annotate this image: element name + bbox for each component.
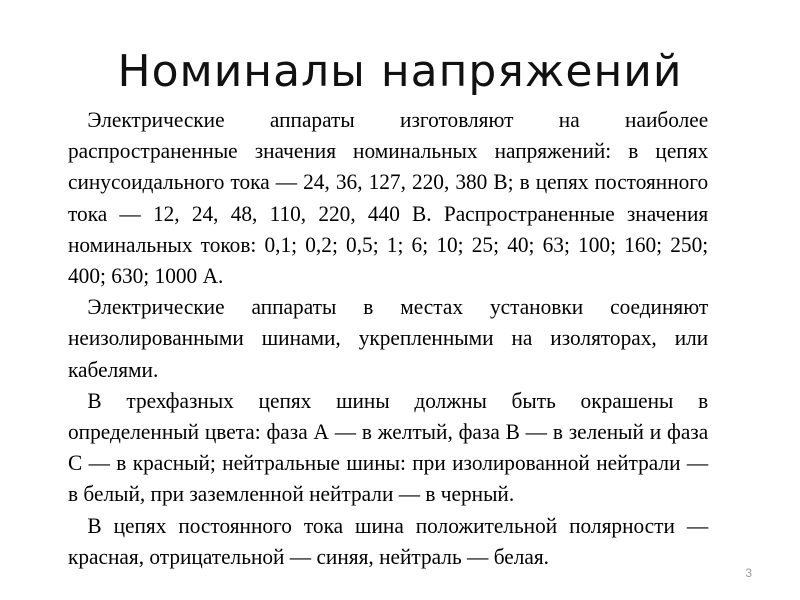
paragraph-dc-colors: В цепях постоянного тока шина положительной полярности — красная, отрицательной — синяя, нейтраль — белая. <box>68 512 709 569</box>
paragraph-busbars: Электрические аппараты в местах установки соединяют неизолированными шинами, укрепленными на изоляторах, или кабелями. <box>68 294 709 382</box>
slide-title: Номиналы напряжений <box>117 46 683 97</box>
scanned-text-block <box>68 104 708 572</box>
paragraph-ratings: Электрические аппараты изготовляют на наиболее распространенные значения номинальных напряжений: в цепях синусоидального тока — 24, 36, 127, 220, 380 В; в цепях постоянного тока — 12, 24, 48, 110, 220, 440 В. Распространенные значения номинальных токов: 0,1; 0,2; 0,5; 1; 6; 10; 25; 40; 63; 100; 160; 250; 400; 630; 1000 А. <box>68 107 709 289</box>
paragraph-phase-colors: В трехфазных цепях шины должны быть окрашены в определенный цвета: фаза А — в желтый, фаза В — в зеленый и фаза С — в красный; нейтральные шины: при изолированной нейтрали — в белый, при заземленной нейтрали — в черный. <box>68 387 709 507</box>
slide-number: 3 <box>745 566 752 580</box>
